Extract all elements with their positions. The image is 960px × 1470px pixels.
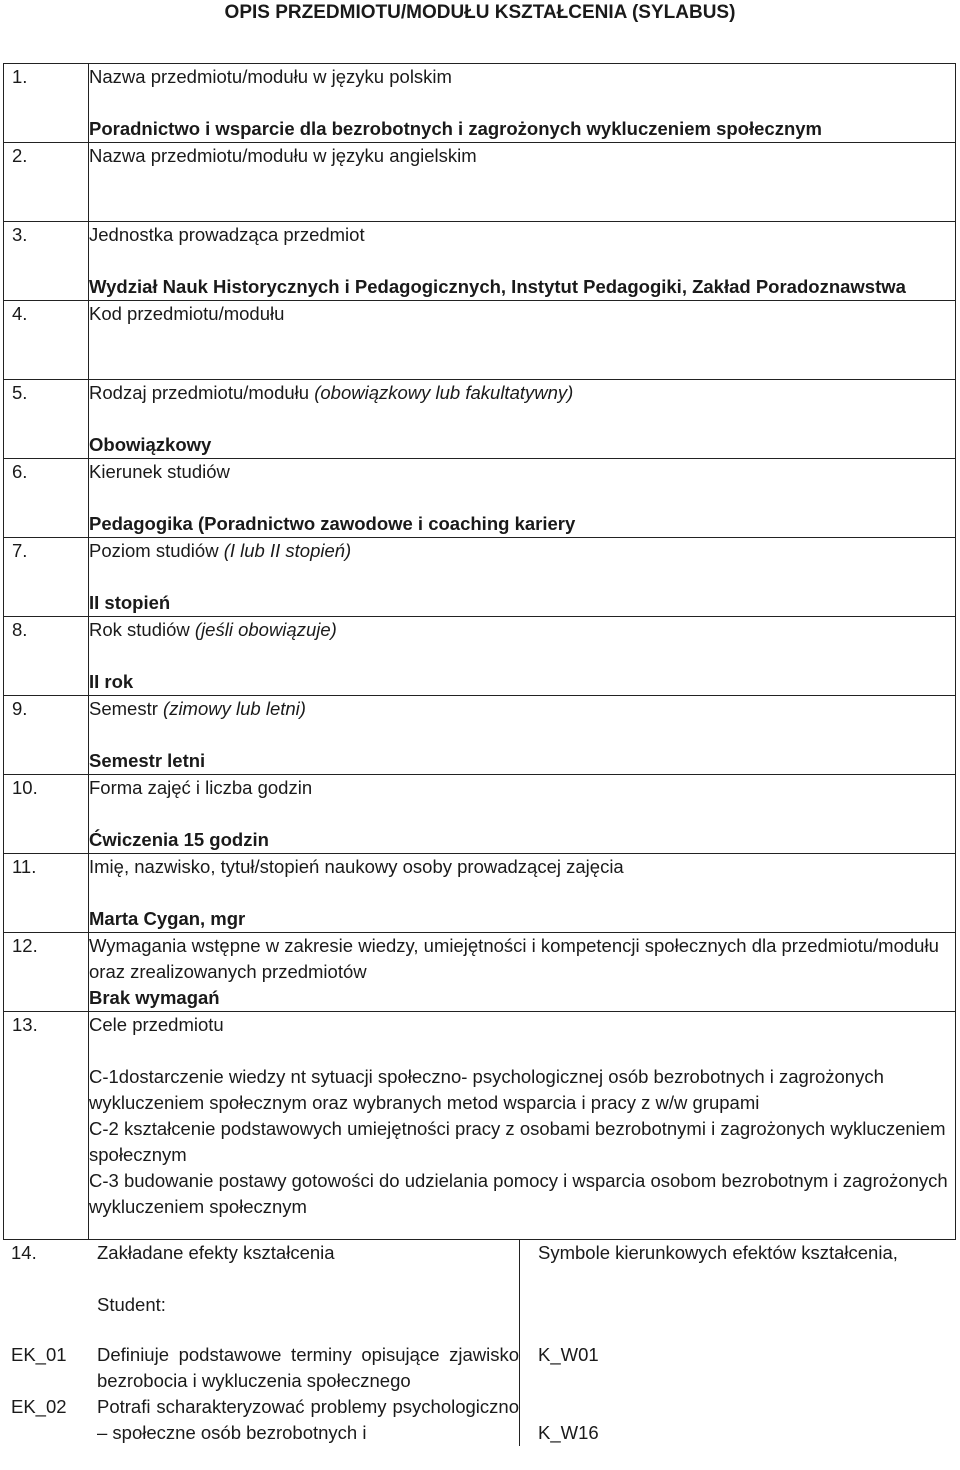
row-8 <box>4 617 956 696</box>
row-number: 2. <box>4 143 89 222</box>
document-title: OPIS PRZEDMIOTU/MODUŁU KSZTAŁCENIA (SYLABUS) <box>224 2 736 23</box>
row-value: Brak wymagań <box>89 987 220 1008</box>
row-label: Forma zajęć i liczba godzin <box>89 777 313 798</box>
row-value: II rok <box>89 671 134 692</box>
row-6 <box>4 459 956 538</box>
row-number: 13. <box>4 1012 89 1240</box>
effect-text: Potrafi scharakteryzować problemy psychologiczno – społeczne osób bezrobotnych i <box>97 1396 519 1443</box>
effect-symbol: K_W16 <box>520 1394 957 1446</box>
row-number: 8. <box>4 617 89 696</box>
row-4 <box>4 301 956 380</box>
row-11 <box>4 854 956 933</box>
effects-header <box>3 1240 956 1342</box>
row-number: 4. <box>4 301 89 380</box>
row-label: Jednostka prowadząca przedmiot <box>89 224 365 245</box>
effect-row <box>3 1342 956 1394</box>
row-number: 14. <box>11 1242 37 1263</box>
row-value: Marta Cygan, mgr <box>89 908 246 929</box>
goal-item: C-3 budowanie postawy gotowości do udzielania pomocy i wsparcia osobom bezrobotnym i zagrożonych wykluczeniem społecznym <box>89 1170 948 1217</box>
syllabus-form <box>3 63 956 1446</box>
row-value: Semestr letni <box>89 750 206 771</box>
row-value: Wydział Nauk Historycznych i Pedagogicznych, Instytut Pedagogiki, Zakład Poradoznawstwa <box>89 276 906 297</box>
row-label: Rok studiów (jeśli obowiązuje) <box>89 619 337 640</box>
row-5 <box>4 380 956 459</box>
syllabus-table <box>3 63 956 1240</box>
effects-table <box>3 1240 956 1446</box>
row-number: 1. <box>4 64 89 143</box>
effect-row <box>3 1394 956 1446</box>
effect-symbol: K_W01 <box>520 1342 957 1394</box>
row-label: Imię, nazwisko, tytuł/stopień naukowy osoby prowadzącej zajęcia <box>89 856 624 877</box>
row-3 <box>4 222 956 301</box>
row-2 <box>4 143 956 222</box>
row-9 <box>4 696 956 775</box>
row-label: Nazwa przedmiotu/modułu w języku angielskim <box>89 145 477 166</box>
row-number: 6. <box>4 459 89 538</box>
goals-list <box>89 1064 949 1220</box>
row-number: 3. <box>4 222 89 301</box>
row-10 <box>4 775 956 854</box>
row-12 <box>4 933 956 1012</box>
row-label: Poziom studiów (I lub II stopień) <box>89 540 352 561</box>
row-1 <box>4 64 956 143</box>
row-label: Nazwa przedmiotu/modułu w języku polskim <box>89 66 452 87</box>
row-value: II stopień <box>89 592 171 613</box>
row-value: Pedagogika (Poradnictwo zawodowe i coaching kariery <box>89 513 576 534</box>
row-7 <box>4 538 956 617</box>
row-label: Kod przedmiotu/modułu <box>89 303 285 324</box>
row-value: Obowiązkowy <box>89 434 212 455</box>
row-label: Kierunek studiów <box>89 461 230 482</box>
row-label: Rodzaj przedmiotu/modułu (obowiązkowy lub fakultatywny) <box>89 382 574 403</box>
goal-item: C-1dostarczenie wiedzy nt sytuacji społeczno- psychologicznej osób bezrobotnych i zagrożonych wykluczeniem społecznym oraz wybranych metod wsparcia i pracy z w/w grupami <box>89 1066 884 1113</box>
effects-sublabel: Student: <box>97 1294 166 1315</box>
effect-code: EK_01 <box>11 1344 67 1365</box>
row-number: 7. <box>4 538 89 617</box>
row-number: 5. <box>4 380 89 459</box>
row-label: Cele przedmiotu <box>89 1014 224 1035</box>
row-label: Wymagania wstępne w zakresie wiedzy, umiejętności i kompetencji społecznych dla przedmiotu/modułu oraz zrealizowanych przedmiotów <box>89 935 939 982</box>
row-value: Ćwiczenia 15 godzin <box>89 829 269 850</box>
row-label: Semestr (zimowy lub letni) <box>89 698 306 719</box>
row-number: 12. <box>4 933 89 1012</box>
row-number: 10. <box>4 775 89 854</box>
row-number: 11. <box>4 854 89 933</box>
row-value: Poradnictwo i wsparcie dla bezrobotnych i zagrożonych wykluczeniem społecznym <box>89 118 822 139</box>
symbols-header: Symbole kierunkowych efektów kształcenia, <box>520 1240 957 1342</box>
effects-label: Zakładane efekty kształcenia <box>97 1242 335 1263</box>
effect-text: Definiuje podstawowe terminy opisujące zjawisko bezrobocia i wykluczenia społecznego <box>97 1344 519 1391</box>
goal-item: C-2 kształcenie podstawowych umiejętności pracy z osobami bezrobotnymi i zagrożonych wykluczeniem społecznym <box>89 1118 946 1165</box>
effect-code: EK_02 <box>11 1396 67 1417</box>
row-number: 9. <box>4 696 89 775</box>
row-13 <box>4 1012 956 1240</box>
